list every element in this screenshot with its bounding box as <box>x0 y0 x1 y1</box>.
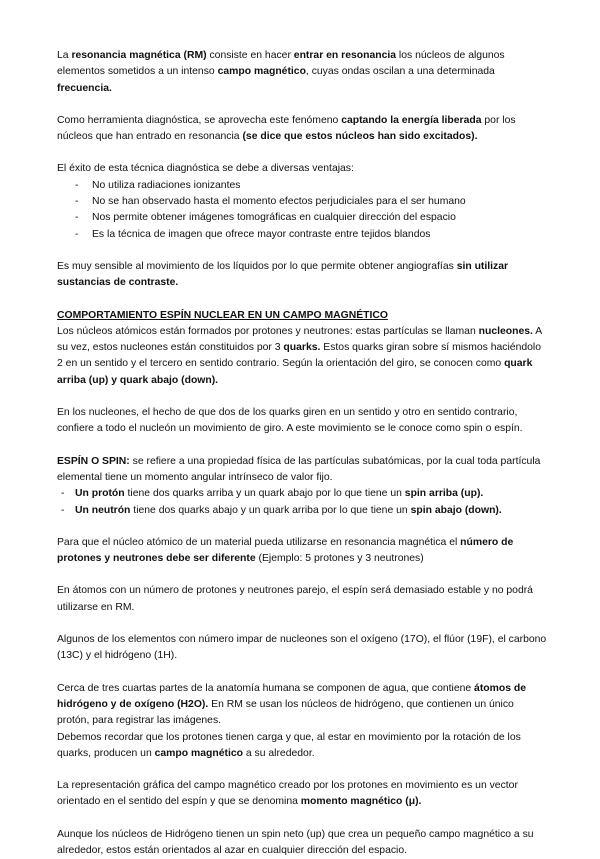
advantages-list <box>57 178 547 243</box>
list-item: - No utiliza radiaciones ionizantes <box>57 178 547 194</box>
paragraph-spin-origin: En los nucleones, el hecho de que dos de los quarks giren en un sentido y otro en sentido contrario, confiere a todo el nucleón un movimiento de giro. A este movimiento se le conoce como spin o espín. <box>57 407 523 435</box>
paragraph-advantages-intro: El éxito de esta técnica diagnóstica se debe a diversas ventajas: <box>57 163 354 175</box>
paragraph-random-orientation: Aunque los núcleos de Hidrógeno tienen un spin neto (up) que crea un pequeño campo magnético a su alrededor, estos están orientados al azar en cualquier dirección del espacio. <box>57 828 534 856</box>
paragraph-angiography: Es muy sensible al movimiento de los líquidos por lo que permite obtener angiografías sin utilizar sustancias de contraste. <box>57 260 509 289</box>
section-heading: COMPORTAMIENTO ESPÍN NUCLEAR EN UN CAMPO MAGNÉTICO <box>57 309 388 321</box>
list-item: - Nos permite obtener imágenes tomográficas en cualquier dirección del espacio <box>57 210 547 226</box>
paragraph-magnetic-moment: La representación gráfica del campo magnético creado por los protones en movimiento es un vector orientado en el sentido del espín y que se denomina momento magnético (μ). <box>57 780 518 808</box>
list-item: - Es la técnica de imagen que ofrece mayor contraste entre tejidos blandos <box>57 227 547 243</box>
paragraph-rm-definition: La resonancia magnética (RM) consiste en hacer entrar en resonancia los núcleos de algunos elementos sometidos a un intenso campo magnético, cuyas ondas oscilan a una determinada frecuencia. <box>57 50 505 94</box>
paragraph-odd-nucleons: Algunos de los elementos con número impar de nucleones son el oxígeno (17O), el flúor (19F), el carbono (13C) y el hidrógeno (1H). <box>57 634 547 662</box>
paragraph-stable-spin: En átomos con un número de protones y neutrones parejo, el espín será demasiado estable y no podrá utilizarse en RM. <box>57 585 533 613</box>
paragraph-nucleons: Los núcleos atómicos están formados por protones y neutrones: estas partículas se llaman nucleones. A su vez, estos nucleones están constituidos por 3 quarks. Estos quarks giran sobre sí mismos haciéndolo 2 en un sentido y el tercero en sentido contrario. Según la orientación del giro, se conocen como quark arriba (up) y quark abajo (down). <box>57 325 542 386</box>
list-item: - No se han observado hasta el momento efectos perjudiciales para el ser humano <box>57 194 547 210</box>
paragraph-water-hydrogen: Cerca de tres cuartas partes de la anatomía humana se componen de agua, que contiene átomos de hidrógeno y de oxígeno (H2O). En RM se usan los núcleos de hidrógeno, que contienen un único protón, para registrar las imágenes. <box>57 682 527 727</box>
paragraph-proton-neutron-requirement: Para que el núcleo atómico de un material pueda utilizarse en resonancia magnética el número de protones y neutrones debe ser diferente (Ejemplo: 5 protones y 3 neutrones) <box>57 536 514 565</box>
spin-list <box>57 486 547 519</box>
paragraph-diagnostic-tool: Como herramienta diagnóstica, se aprovecha este fenómeno captando la energía liberada por los núcleos que han entrado en resonancia (se dice que estos núcleos han sido excitados). <box>57 114 516 143</box>
document-page <box>57 48 547 859</box>
list-item: - Un neutrón tiene dos quarks abajo y un quark arriba por lo que tiene un spin abajo (down). <box>57 503 547 519</box>
paragraph-proton-charge: Debemos recordar que los protones tienen carga y que, al estar en movimiento por la rotación de los quarks, producen un campo magnético a su alrededor. <box>57 731 521 759</box>
paragraph-spin-definition: ESPÍN O SPIN: se refiere a una propiedad física de las partículas subatómicas, por la cual toda partícula elemental tiene un momento angular intrínseco de valor fijo. <box>57 455 541 483</box>
list-item: - Un protón tiene dos quarks arriba y un quark abajo por lo que tiene un spin arriba (up). <box>57 486 547 502</box>
